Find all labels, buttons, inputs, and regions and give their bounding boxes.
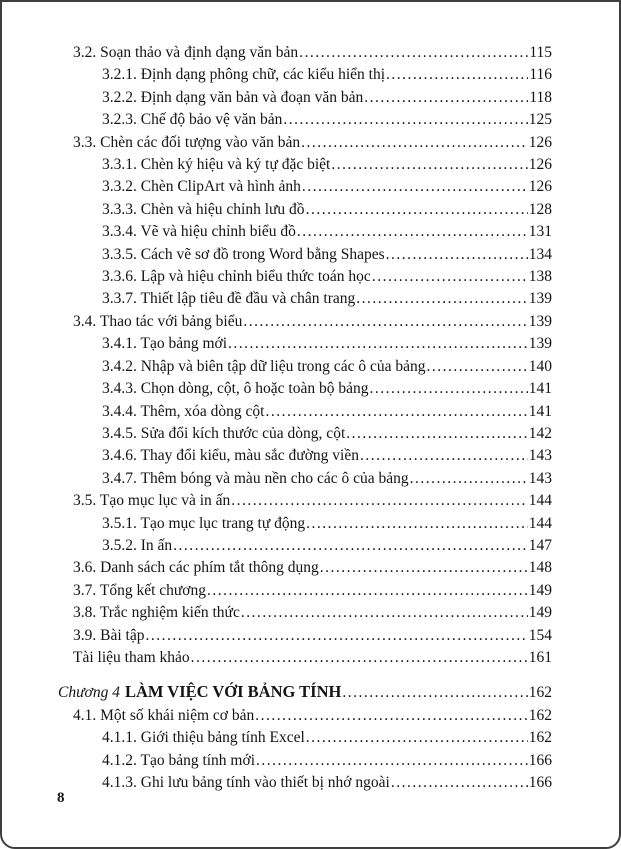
toc-dot-leader (191, 647, 528, 669)
toc-entry (73, 557, 552, 579)
toc-dot-leader (256, 750, 528, 772)
toc-entry-label: 3.4.4. Thêm, xóa dòng cột (102, 402, 265, 420)
toc-entry-page: 148 (528, 559, 552, 577)
toc-dot-leader (369, 378, 527, 400)
toc-entry-page: 162 (528, 729, 552, 747)
toc-dot-leader (331, 154, 527, 176)
toc-entry (73, 109, 552, 131)
toc-entry-label: LÀM VIỆC VỚI BẢNG TÍNH (124, 682, 342, 702)
toc-dot-leader (360, 445, 528, 467)
toc-entry-label: 3.5.2. In ấn (102, 536, 173, 554)
toc-entry-page: 126 (528, 133, 552, 151)
toc-entry-page: 149 (528, 604, 552, 622)
toc-entry-label: 3.3.2. Chèn ClipArt và hình ảnh (102, 178, 301, 196)
toc-entry (73, 705, 552, 727)
toc-entry-label: 4.1. Một số khái niệm cơ bản (73, 706, 255, 724)
toc-entry (73, 625, 552, 647)
toc-entry-label: 3.2.2. Định dạng văn bản và đoạn văn bản (102, 88, 364, 106)
toc-entry (73, 64, 552, 86)
toc-dot-leader (410, 468, 528, 490)
toc-chapter-prefix: Chương 4 (58, 684, 120, 702)
toc-entry-page: 118 (529, 88, 552, 106)
toc-entry (73, 356, 552, 378)
toc-entry (73, 445, 552, 467)
toc-entry-label: 3.9. Bài tập (73, 626, 145, 644)
toc-dot-leader (306, 727, 528, 749)
toc-dot-leader (306, 199, 528, 221)
toc-entry (73, 311, 552, 333)
toc-entry (73, 750, 552, 772)
toc-entry-label: 3.3.4. Vẽ và hiệu chỉnh biểu đồ (102, 223, 296, 241)
toc-entry-page: 162 (528, 684, 552, 702)
toc-entry-page: 139 (528, 335, 552, 353)
toc-entry-page: 125 (528, 111, 552, 129)
toc-entry-page: 116 (529, 66, 552, 84)
toc-dot-leader (306, 513, 528, 535)
toc-entry-label: 3.3.5. Cách vẽ sơ đồ trong Word bằng Shapes (102, 245, 385, 263)
toc-entry-label: 3.4.1. Tạo bảng mới (102, 335, 228, 353)
toc-dot-leader (231, 490, 527, 512)
toc-entry-label: 3.3.6. Lập và hiệu chỉnh biểu thức toán học (102, 268, 371, 286)
toc-entry-page: 134 (528, 245, 552, 263)
toc-entry (73, 423, 552, 445)
toc-entry-label: 3.2.1. Định dạng phông chữ, các kiểu hiển thị (102, 66, 386, 84)
toc-entry-page: 154 (528, 626, 552, 644)
toc-entry-label: 3.4.7. Thêm bóng và màu nền cho các ô của bảng (102, 469, 409, 487)
toc-entry-page: 144 (528, 514, 552, 532)
toc-dot-leader (283, 109, 527, 131)
toc-dot-leader (265, 401, 527, 423)
toc-entry (73, 772, 552, 794)
toc-dot-leader (228, 333, 528, 355)
toc-entry-page: 115 (529, 44, 552, 61)
toc-entry-page: 140 (528, 357, 552, 375)
toc-entry (73, 42, 552, 64)
page-number: 8 (57, 790, 65, 806)
toc-entry (73, 221, 552, 243)
toc-entry (73, 378, 552, 400)
toc-entry-page: 142 (528, 424, 552, 442)
toc-entry-page: 141 (528, 402, 552, 420)
toc-entry-label: 4.1.2. Tạo bảng tính mới (102, 751, 255, 769)
toc-entry-label: Tài liệu tham khảo (73, 648, 190, 666)
toc-entry-page: 139 (528, 290, 552, 308)
toc-dot-leader (364, 87, 528, 109)
toc-entry-page: 161 (528, 648, 552, 666)
toc-entry (73, 490, 552, 512)
toc-dot-leader (302, 176, 528, 198)
toc-entry-label: 3.3.7. Thiết lập tiêu đề đầu và chân trang (102, 290, 356, 308)
toc-entry-label: 3.4. Thao tác với bảng biểu (73, 312, 243, 330)
toc-dot-leader (207, 580, 528, 602)
toc-dot-leader (243, 311, 527, 333)
toc-entry-page: 162 (528, 706, 552, 724)
toc-entry-label: 3.5.1. Tạo mục lục trang tự động (102, 514, 306, 532)
toc-entry-label: 3.4.3. Chọn dòng, cột, ô hoặc toàn bộ bảng (102, 380, 369, 398)
toc-dot-leader (426, 356, 527, 378)
toc-entry-label: 3.4.6. Thay đổi kiểu, màu sắc đường viền (102, 447, 359, 465)
toc-entry-label: 3.5. Tạo mục lục và in ấn (73, 492, 231, 510)
toc-entry (73, 468, 552, 490)
toc-entry-page: 143 (528, 447, 552, 465)
toc-entry-label: 3.4.5. Sửa đổi kích thước của dòng, cột (102, 424, 346, 442)
toc-entry (73, 244, 552, 266)
toc-entry-page: 139 (528, 312, 552, 330)
toc-entry-page: 126 (528, 156, 552, 174)
toc-dot-leader (320, 557, 528, 579)
toc-entry (73, 288, 552, 310)
toc-entry-page: 149 (528, 581, 552, 599)
toc-entry (73, 513, 552, 535)
toc-dot-leader (356, 288, 528, 310)
toc-entry-page: 131 (528, 223, 552, 241)
toc-dot-leader (173, 535, 528, 557)
toc-entry (73, 266, 552, 288)
toc-dot-leader (342, 682, 527, 704)
toc-entry-label: 3.2. Soạn thảo và định dạng văn bản (73, 44, 299, 61)
toc-entry-page: 126 (528, 178, 552, 196)
toc-entry-label: 3.7. Tổng kết chương (73, 581, 206, 599)
toc-entry-label: 3.2.3. Chế độ bảo vệ văn bản (102, 111, 283, 129)
toc-dot-leader (386, 244, 528, 266)
toc-dot-leader (297, 221, 528, 243)
toc-entry-label: 4.1.1. Giới thiệu bảng tính Excel (102, 729, 305, 747)
toc-entry (73, 176, 552, 198)
toc-entry-page: 144 (528, 492, 552, 510)
toc-entry-page: 128 (528, 200, 552, 218)
toc-entry (73, 154, 552, 176)
toc-entry-page: 166 (528, 774, 552, 791)
toc-entry-label: 3.3.3. Chèn và hiệu chỉnh lưu đồ (102, 200, 305, 218)
toc-dot-leader (145, 625, 527, 647)
toc-entry-label: 3.4.2. Nhập và biên tập dữ liệu trong các ô của bảng (102, 357, 426, 375)
toc-entry (73, 535, 552, 557)
toc-entry (73, 199, 552, 221)
toc-entry-page: 166 (528, 751, 552, 769)
toc-entry (73, 647, 552, 669)
toc-entry-page: 147 (528, 536, 552, 554)
toc-entry-label: 4.1.3. Ghi lưu bảng tính vào thiết bị nhớ ngoài (102, 774, 390, 791)
toc-dot-leader (386, 64, 528, 86)
toc-entry-page: 141 (528, 380, 552, 398)
toc-entry (73, 87, 552, 109)
toc-dot-leader (391, 772, 528, 794)
toc-entry-page: 138 (528, 268, 552, 286)
toc-dot-leader (241, 602, 528, 624)
toc-entry (73, 602, 552, 624)
toc-entry (73, 401, 552, 423)
toc-entry-label: 3.3.1. Chèn ký hiệu và ký tự đặc biệt (102, 156, 331, 174)
toc-entry-page: 143 (528, 469, 552, 487)
toc-dot-leader (255, 705, 527, 727)
table-of-contents (2, 2, 619, 794)
toc-entry-label: 3.6. Danh sách các phím tắt thông dụng (73, 559, 319, 577)
toc-dot-leader (299, 42, 528, 64)
toc-entry (73, 580, 552, 602)
toc-entry (73, 333, 552, 355)
toc-dot-leader (301, 132, 528, 154)
toc-entry (73, 727, 552, 749)
toc-dot-leader (346, 423, 528, 445)
toc-entry (58, 681, 552, 704)
toc-entry (73, 132, 552, 154)
toc-entry-label: 3.8. Trắc nghiệm kiến thức (73, 604, 240, 622)
toc-dot-leader (372, 266, 528, 288)
toc-entry-label: 3.3. Chèn các đối tượng vào văn bản (73, 133, 301, 151)
